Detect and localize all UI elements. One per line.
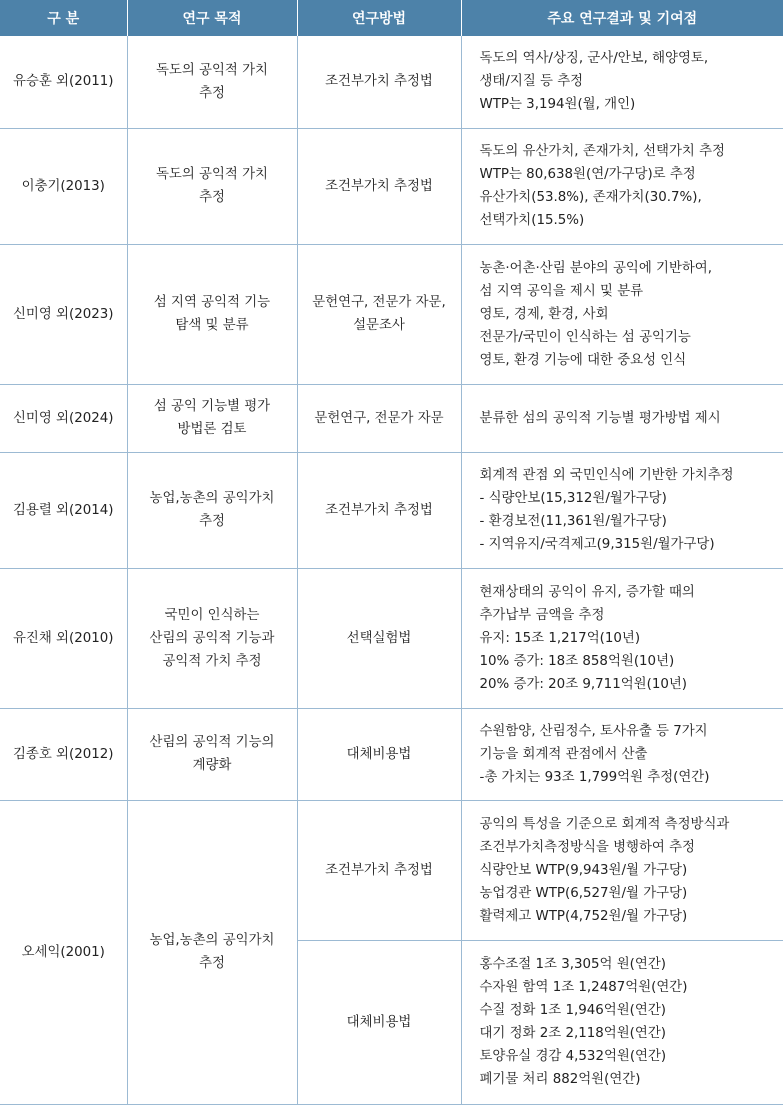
result-cell-line: 폐기물 처리 882억원(연간) [479,1072,641,1087]
result-cell-line: 10% 증가: 18조 858억원(10년) [479,653,675,669]
result-cell-line: 활력제고 WTP(4,752원/월 가구당) [479,908,688,924]
purpose-cell [127,36,297,128]
result-cell-line: 섬 지역 공익을 제시 및 분류 [479,283,644,299]
result-cell [461,708,783,800]
table-row [0,36,783,128]
header-category: 구 분 [0,0,127,36]
result-cell-line: 홍수조절 1조 3,305억 원(연간) [479,957,666,972]
purpose-cell-line: 국민이 인식하는 [164,607,260,623]
result-cell [461,128,783,244]
result-cell-line: 20% 증가: 20조 9,711억원(10년) [479,676,688,692]
result-cell-line: WTP는 3,194원(월, 개인) [479,97,636,113]
purpose-cell-line: 계량화 [192,758,232,773]
purpose-cell [127,568,297,708]
method-cell-line: 문헌연구, 전문가 자문 [314,410,444,426]
table-row [0,452,783,568]
purpose-cell-line: 독도의 공익적 가치 [156,167,268,182]
result-cell-line: 토양유실 경감 4,532억원(연간) [479,1049,667,1064]
method-cell-line: 대체비용법 [346,1014,412,1030]
result-cell-line: - 환경보전(11,361원/월가구당) [479,514,667,529]
purpose-cell-line: 산림의 공익적 기능과 [149,630,275,646]
author-cell: 유승훈 외(2011) [0,36,127,128]
method-cell-line: 조건부가치 추정법 [325,74,433,90]
method-cell-line: 문헌연구, 전문가 자문, [312,295,446,310]
method-cell-line: 선택실험법 [346,630,412,646]
result-cell-line: 공익의 특성을 기준으로 회계적 측정방식과 [479,816,730,832]
result-cell [461,800,783,940]
result-cell [461,452,783,568]
purpose-cell-line: 농업,농촌의 공익가치 [149,491,275,506]
header-results: 주요 연구결과 및 기여점 [461,0,783,36]
result-cell-line: -총 가치는 93조 1,799억원 추정(연간) [479,769,710,785]
result-cell-line: 농촌·어촌·산림 분야의 공익에 기반하여, [479,260,713,276]
method-cell-line: 조건부가치 추정법 [325,178,433,194]
table-body [0,36,783,1104]
result-cell-line: 농업경관 WTP(6,527원/월 가구당) [479,885,688,901]
author-cell: 김용렬 외(2014) [0,452,127,568]
purpose-cell-line: 추정 [199,190,225,205]
header-purpose: 연구 목적 [127,0,297,36]
purpose-cell-line: 독도의 공익적 가치 [156,62,268,78]
purpose-cell [127,708,297,800]
author-cell: 신미영 외(2024) [0,384,127,452]
result-cell [461,568,783,708]
purpose-cell-line: 추정 [199,85,225,101]
result-cell-line: 추가납부 금액을 추정 [479,607,605,623]
method-cell-line: 조건부가치 추정법 [325,862,433,878]
result-cell-line: 영토, 환경 기능에 대한 중요성 인식 [479,352,687,368]
method-cell-line: 설문조사 [353,318,405,333]
method-cell-line: 대체비용법 [346,746,412,762]
author-cell: 신미영 외(2023) [0,244,127,384]
result-cell-line: 식량안보 WTP(9,943원/월 가구당) [479,862,688,878]
result-cell-line: 유산가치(53.8%), 존재가치(30.7%), [479,190,702,205]
result-cell-line: - 식량안보(15,312원/월가구당) [479,491,667,506]
result-cell-line: 독도의 역사/상징, 군사/안보, 해양영토, [479,51,709,67]
header-row [0,0,783,36]
result-cell-line: 분류한 섬의 공익적 기능별 평가방법 제시 [479,410,721,426]
result-cell-line: - 지역유지/국격제고(9,315원/월가구당) [479,537,715,552]
table-row [0,568,783,708]
method-cell [297,800,461,940]
purpose-cell-line: 섬 공익 기능별 평가 [153,399,271,414]
purpose-cell [127,452,297,568]
method-cell [297,36,461,128]
author-cell: 이충기(2013) [0,128,127,244]
table-row [0,708,783,800]
method-cell [297,708,461,800]
result-cell [461,940,783,1104]
author-cell: 유진채 외(2010) [0,568,127,708]
result-cell-line: 수자원 함역 1조 1,2487억원(연간) [479,980,688,995]
purpose-cell-line: 탐색 및 분류 [175,318,249,333]
result-cell-line: 생태/지질 등 추정 [479,74,584,90]
method-cell [297,940,461,1104]
result-cell-line: 수질 정화 1조 1,946억원(연간) [479,1003,666,1018]
table-row [0,128,783,244]
result-cell-line: 현재상태의 공익이 유지, 증가할 때의 [479,584,695,600]
method-cell [297,128,461,244]
author-cell: 김종호 외(2012) [0,708,127,800]
table-row [0,800,783,940]
result-cell [461,244,783,384]
result-cell [461,384,783,452]
purpose-cell-line: 방법론 검토 [177,422,247,437]
header-method: 연구방법 [297,0,461,36]
method-cell [297,384,461,452]
method-cell-line: 조건부가치 추정법 [325,502,433,518]
author-cell: 오세익(2001) [0,800,127,1104]
purpose-cell-line: 추정 [199,956,225,971]
result-cell-line: 독도의 유산가치, 존재가치, 선택가치 추정 [479,144,725,159]
method-cell [297,568,461,708]
result-cell-line: 전문가/국민이 인식하는 섬 공익기능 [479,329,691,345]
result-cell-line: 유지: 15조 1,217억(10년) [479,630,641,646]
purpose-cell-line: 산림의 공익적 기능의 [149,735,275,750]
purpose-cell-line: 농업,농촌의 공익가치 [149,933,275,948]
purpose-cell-line: 섬 지역 공익적 기능 [153,295,271,310]
purpose-cell [127,128,297,244]
method-cell [297,244,461,384]
purpose-cell-line: 추정 [199,514,225,529]
result-cell-line: 선택가치(15.5%) [479,213,585,228]
purpose-cell-line: 공익적 가치 추정 [162,653,262,669]
result-cell-line: 조건부가치측정방식을 병행하여 추정 [479,839,695,855]
purpose-cell [127,244,297,384]
table-row [0,244,783,384]
result-cell-line: 회계적 관점 외 국민인식에 기반한 가치추정 [479,468,734,483]
purpose-cell [127,384,297,452]
table-row [0,384,783,452]
result-cell-line: 수원함양, 산림정수, 토사유출 등 7가지 [479,723,708,739]
result-cell-line: 기능을 회계적 관점에서 산출 [479,746,648,762]
result-cell-line: 대기 정화 2조 2,118억원(연간) [479,1026,666,1041]
result-cell-line: 영토, 경제, 환경, 사회 [479,306,609,322]
purpose-cell [127,800,297,1104]
result-cell-line: WTP는 80,638원(연/가구당)로 추정 [479,167,696,182]
method-cell [297,452,461,568]
result-cell [461,36,783,128]
